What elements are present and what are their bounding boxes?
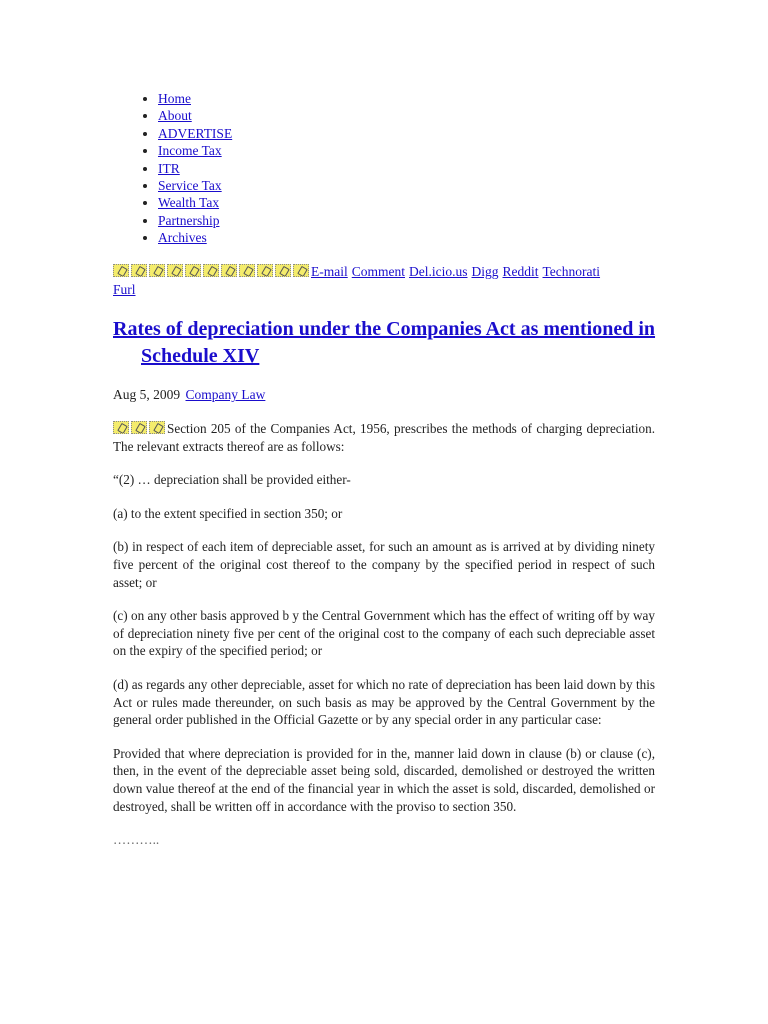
share-link-reddit[interactable]: Reddit [502,264,539,279]
article-paragraph: (c) on any other basis approved b y the Central Government which has the effect of writing off by way of depreciation ninety five per cent of the original cost to the company of each such depreciable asset on the expiry of the specified period; or [113,608,655,659]
nav-item-archives [158,229,232,246]
nav-item-about [158,107,232,124]
share-bookmark-icon[interactable] [149,421,165,434]
article-paragraph: Provided that where depreciation is provided for in the, manner laid down in clause (b) or clause (c), then, in the event of the depreciable asset being sold, discarded, demolished or destroyed the written down value thereof at the end of the financial year in which the asset is sold, discarded, demolished or destroyed, shall be written off in accordance with the proviso to section 350. [113,745,655,814]
article-title [113,316,661,370]
nav-item-partnership [158,212,232,229]
share-bookmark-icon[interactable] [167,264,183,277]
article-paragraph: (d) as regards any other depreciable, asset for which no rate of depreciation has been laid down by this Act or rules made thereunder, on such basis as may be approved by the Central Government by the general order published in the Official Gazette or by any special order in any particular case: [113,676,655,728]
share-bookmark-icon[interactable] [185,264,201,277]
nav-link-wealth-tax[interactable]: Wealth Tax [158,195,220,211]
share-bookmark-icon[interactable] [131,264,147,277]
nav-link-advertise[interactable]: ADVERTISE [158,125,233,141]
main-nav [113,90,232,247]
nav-link-archives[interactable]: Archives [158,230,207,246]
share-bookmark-icon[interactable] [257,264,273,277]
nav-link-service-tax[interactable]: Service Tax [158,177,222,193]
nav-link-partnership[interactable]: Partnership [158,212,220,228]
nav-link-income-tax[interactable]: Income Tax [158,143,222,159]
paragraph-text: Section 205 of the Companies Act, 1956, prescribes the methods of charging depreciation. The relevant extracts thereof are as follows: [113,421,655,454]
share-bookmark-icon[interactable] [239,264,255,277]
share-link-delicious[interactable]: Del.icio.us [409,264,468,279]
share-link-furl[interactable]: Furl [113,282,136,297]
share-bookmark-icon[interactable] [293,264,309,277]
share-bar [113,263,653,299]
share-bookmark-icon[interactable] [275,264,291,277]
nav-item-itr [158,160,232,177]
article-body [113,420,655,865]
share-bookmark-icon[interactable] [131,421,147,434]
share-bookmark-icon[interactable] [113,421,129,434]
article-date: Aug 5, 2009 [113,387,181,402]
share-link-digg[interactable]: Digg [471,264,499,279]
share-link-email[interactable]: E-mail [311,264,348,279]
share-bookmark-icon[interactable] [221,264,237,277]
share-bookmark-icon[interactable] [203,264,219,277]
article-ellipsis: ……….. [113,832,160,848]
article-paragraph: “(2) … depreciation shall be provided either- [113,472,351,488]
article-paragraph: (b) in respect of each item of depreciable asset, for such an amount as is arrived at by dividing ninety five percent of the original cost thereof to the company by the specified period in respect of such asset; or [113,539,655,590]
share-bookmark-icon[interactable] [149,264,165,277]
nav-item-income-tax [158,142,232,159]
share-link-technorati[interactable]: Technorati [542,264,601,279]
nav-link-about[interactable]: About [158,108,192,124]
article-paragraph [113,420,655,455]
nav-link-itr[interactable]: ITR [158,160,180,176]
article-category-link[interactable]: Company Law [185,387,266,402]
share-bookmark-icon[interactable] [113,264,129,277]
share-link-comment[interactable]: Comment [351,264,405,279]
article-title-link[interactable]: Rates of depreciation under the Companies Act as mentioned in Schedule XIV [113,318,656,367]
nav-item-wealth-tax [158,194,232,211]
article-meta [113,386,265,404]
nav-link-home[interactable]: Home [158,91,191,106]
nav-item-advertise [158,125,232,142]
nav-item-home [158,90,232,107]
nav-item-service-tax [158,177,232,194]
article-paragraph: (a) to the extent specified in section 350; or [113,505,343,521]
